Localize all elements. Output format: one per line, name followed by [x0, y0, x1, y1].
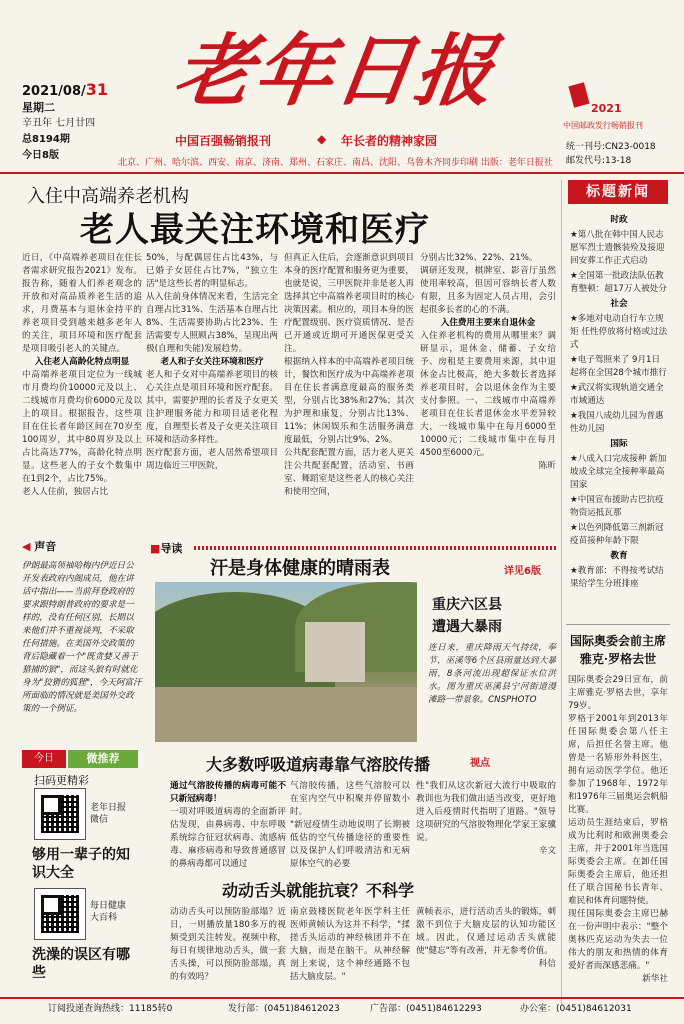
cn-code: 统一刊号:CN23-0018	[566, 142, 656, 152]
lead-column-1: 近日，《中高端养老项目在住长者需求研究报告2021》发布。报告称，随着人们养老观念的开放和对高品质养老生活的追求，月费基本与退休金持平的养老项目受到越来越多老年人的关注，项目环境和医疗配套是项目吸引老人的关键点。 入住老人高龄化特点明显 中高端养老项目定位为一线城市月费均价10000元及以上、二线城市月费均价6000元及以上的项目。根据报告，这些项目在住长者年龄区间在70岁至100周岁，其中80周岁及以上占比高达77%，高龄化特点明显。这些老人的子女个数集中在1到2个，占比75%。 老人人住前，独居占比	[22, 253, 142, 497]
qr2-label: 每日健康大百科	[90, 901, 127, 923]
photo-caption: 连日来，重庆降雨天气持续，奉节、巫溪等6个区县雨量达到大暴雨，8条河流出现超保证水位洪水。图为重庆巫溪县宁河街道漫滩路一带景象。CNSPHOTO	[428, 643, 556, 705]
newspaper-logo: 老年日报	[168, 26, 502, 117]
guide-dots	[194, 546, 558, 550]
postal-code: 邮发代号:13-18	[566, 156, 632, 166]
sidebar-rule	[566, 624, 670, 625]
publication-codes	[566, 140, 656, 168]
slogan	[175, 132, 535, 150]
voice-text: 伊朗最高领袖哈梅内伊近日公开发表政府内阁成员，他在讲话中指出——当前拜登政府的要求跟特朗普政府的要求是一样的，没有任何区别，长期以来他们并不重视谈判，不采取任何措施。在美国外交政策的背后隐藏着一个"既贪婪又善于猎捕的狼"，而这头狼有时就化身为"狡猾的狐狸"，今天阿富汗所面临的情况就是美国外交政策的一个例证。	[22, 561, 142, 714]
date: 2021/08/31	[22, 80, 109, 99]
news-item: ★八成入口完成接种 新加坡成全球完全接种率最高国家	[570, 454, 667, 490]
lead-column-2: 50%，与配偶居住占比43%，与已婚子女居住占比7%，"独立生活"是这些长者的明显标志。 从入住前身体情况来看，生活完全自理占比31%、生活基本自理占比8%、生活需要协助占比23%、生活需要专人照顾占38%，呈现出两极(自理和失能)发展趋势。 老人和子女关注环境和医疗 老人和子女对中高端养老项目的核心关注点是项目环境和医疗配套。其中，需要护理的长者及子女更关注护理服务能力和项目适老化程度，自理型长者及子女更关注项目环境和活动多样性。 医疗配套方面，老人居然希望项目周边临近三甲医院，	[146, 253, 278, 471]
guide-label: ■导读	[150, 542, 183, 555]
qr-code-1[interactable]	[34, 788, 86, 840]
section-education: 教育	[610, 551, 628, 561]
guide-headline-2: 大多数呼吸道病毒靠气溶胶传播	[206, 755, 431, 774]
tongue-col-2: 南京鼓楼医院老年医学科主任医师黄帧认为这并不科学，"揉搓舌头运动的神经核团并不在大脑，而是在脑干。从神经解剖上来说，这个神经通路不包括大脑皮层。"	[290, 907, 410, 982]
slogan-left: 中国百强畅销报刊	[175, 134, 272, 148]
news-item: ★第八批在韩中国人民志愿军烈士遗骸装殓及接迎回安葬工作正式启动	[570, 230, 665, 266]
today-label: 今日	[22, 750, 66, 768]
footer-subscribe: 订阅投递查询热线：11185转0	[48, 1004, 173, 1014]
lead-column-3: 但真正入住后，会逐渐意识到项目本身的医疗配置和服务更为重要，也就是说，三甲医院并非是老人再选择其它中高端养老项目时的核心决策因素。相应的，项目本身的医疗配置级别、医疗资质情况、是否已开通或近期可开通医保更受关注。 根据纳入样本的中高端养老项目统计，餐饮和医疗成为中高端养老项目在住长者满意度最高的服务类型，分别占比38%和27%；其次为护理和康复，分别占比13%、11%；休闲娱乐和生活服务满意度最低，分别占比9%、2%。 公共配套配置方面，活力老人更关注公共配套配置，活动室、书画室、舞蹈室是这些老人的核心关注和使用空间，	[284, 253, 414, 497]
page-count: 今日8版	[22, 150, 59, 161]
tongue-col-3: 黄帧表示，进行活动舌头的锻炼，刺激不到位于大脑皮层的认知功能区域。因此，仅通过运动舌头就能使"健忘"等有改善，并无参考价值。 科信	[416, 907, 556, 969]
news-item: ★以色列降低第三剂新冠疫苗接种年龄下限	[570, 523, 664, 546]
slogan-diamond-icon: ◆	[317, 132, 327, 146]
section-society: 社会	[610, 299, 628, 309]
aerosol-col-3: 性"我们从这次新冠大流行中吸取的教训也为我们做出适当改变，更好地进入后疫情时代指明了道路。"领导这项研究的气溶胶物理化学家王家骥说。 辛文	[416, 781, 556, 856]
news-item: ★武汉将实现轨道交通全市域通达	[570, 383, 664, 406]
photo-headline: 重庆六区县 遭遇大暴雨	[432, 597, 502, 635]
news-item: ★教育部：不得按考试结果给学生分班排座	[570, 566, 664, 589]
issue-total: 总8194期	[22, 134, 70, 145]
badge-year: 2021	[591, 102, 622, 115]
print-cities: 北京、广州、哈尔滨、西安、南京、济南、郑州、石家庄、南昌、沈阳、乌鲁木齐同步印刷 出版：老年日报社	[118, 158, 553, 168]
wechat-label: 微推荐	[68, 750, 138, 768]
guide-ref: 详见6版	[504, 566, 541, 577]
date-box	[22, 82, 110, 164]
news-item: ★中国宣布援助古巴抗疫物资运抵瓦那	[570, 495, 664, 518]
guide-bar	[150, 540, 558, 554]
footer-office: 办公室：(0451)84612031	[520, 1004, 632, 1014]
slogan-right: 年长者的精神家园	[341, 134, 438, 148]
aerosol-col-2: 气溶胶传播，这些气溶胶可以在室内空气中积聚并停留数小时。 "新冠疫情生动地说明了长期被低估的空气传播途径的重要性以及保护人们呼吸清洁和无病原体空气的必要	[290, 781, 410, 869]
views-label: 视点	[470, 758, 490, 769]
masthead-rule	[0, 172, 684, 174]
lead-kicker: 入住中高端养老机构	[27, 186, 189, 207]
badge-tag: 中国邮政发行畅销报刊	[563, 121, 643, 130]
tongue-col-1: 动动舌头可以预防脸部塌？近日，一则播放量180多万的视频受到关注转发。视频中称，每日有规律地动舌头，做一套舌头操，可以预防脸部塌，真的有效吗？	[170, 907, 286, 982]
guide-headline-3: 动动舌头就能抗衰？不科学	[222, 881, 415, 900]
guide-headline-1: 汗是身体健康的晴雨表	[210, 558, 390, 579]
weekday: 星期二	[22, 101, 55, 114]
voice-box	[22, 538, 142, 716]
lead-column-4: 分别占比32%、22%、21%。 调研还发现，棋牌室、影音厅虽然使用率较高，但因可容纳长者人数有限，且多为固定人员占用，会引起很多长者的心的不满。 入住费用主要来自退休金 入住养老机构的费用从哪里来？调研显示，退休金、储蓄、子女给予、房租是主要费用来源，其中退休金占比极高，绝大多数长者选择养老项目时，会以退休金作为主要支付参照。一、二线城市中高端养老项目在住长者退休金水平差异较大，一线城市集中在每月6000至10000元；二线城市集中在每月4500至6000元。 陈昕	[420, 253, 556, 471]
wechat-header	[22, 750, 138, 768]
qr2-headline: 洗澡的误区有哪些	[32, 947, 130, 981]
qr-code-2[interactable]	[34, 888, 86, 940]
lead-headline: 老人最关注环境和医疗	[80, 210, 430, 250]
lunar-date: 辛丑年 七月廿四	[22, 118, 96, 129]
news-item: ★多地对电动自行车立规矩 任性停放将付格或过法式	[570, 314, 668, 350]
footer-distribution: 发行部：(0451)84612023	[228, 1004, 340, 1014]
voice-title: ◀ 声音	[22, 540, 57, 553]
qr1-headline: 够用一辈子的知识大全	[32, 847, 130, 881]
section-international: 国际	[610, 439, 628, 449]
bestseller-badge	[563, 82, 663, 132]
headline-news-list	[570, 212, 668, 593]
news-item: ★我国八成幼儿园为普惠性幼儿园	[570, 411, 664, 434]
scan-label: 扫码更精彩	[34, 774, 89, 787]
footer-advertising: 广告部：(0451)84612293	[370, 1004, 482, 1014]
news-item: ★电子驾照来了 9月1日起将在全国28个城市推行	[570, 355, 667, 378]
section-politics: 时政	[610, 215, 628, 225]
news-item: ★全国第一批政法队伍教育整顿：超17万人被处分	[570, 271, 667, 294]
sidebar-title: 标题新闻	[568, 180, 668, 204]
megaphone-icon: ◀	[22, 540, 35, 553]
qr1-label: 老年日报微信	[90, 803, 127, 825]
footer	[0, 997, 684, 1019]
badge-ribbon-icon	[568, 82, 589, 107]
obituary-title: 国际奥委会前主席 雅克·罗格去世	[569, 634, 666, 666]
sidebar-divider	[561, 180, 562, 1005]
flood-photo	[155, 582, 417, 742]
aerosol-col-1: 通过气溶胶传播的病毒可能不只新冠病毒！ 一项对呼吸道病毒的全面新评估发现，由鼻病毒、中东呼吸系统综合征冠状病毒、流感病毒、麻疹病毒和导致普通感冒的鼻病毒都可以通过	[170, 781, 286, 869]
obituary-body: 国际奥委会29日宣布，前主席雅克·罗格去世，享年79岁。 罗格于2001年到2013年任国际奥委会第八任主席，后担任名誉主席。他曾是一名矫形外科医生，拥有运动医学学位。他还参加了1968年、1972年和1976年三届奥运会帆船比赛。 运动员生涯结束后，罗格成为比利时和欧洲奥委会主席，并于2001年当选国际奥委会主席。在卸任国际奥委会主席后，他还担任了联合国秘书长青年、难民和体育问题特使。 现任国际奥委会主席巴赫在一份声明中表示："整个奥林匹克运动为失去一位伟大的朋友和热情的体育爱好者而深感悲痛。" 新华社	[568, 675, 668, 984]
